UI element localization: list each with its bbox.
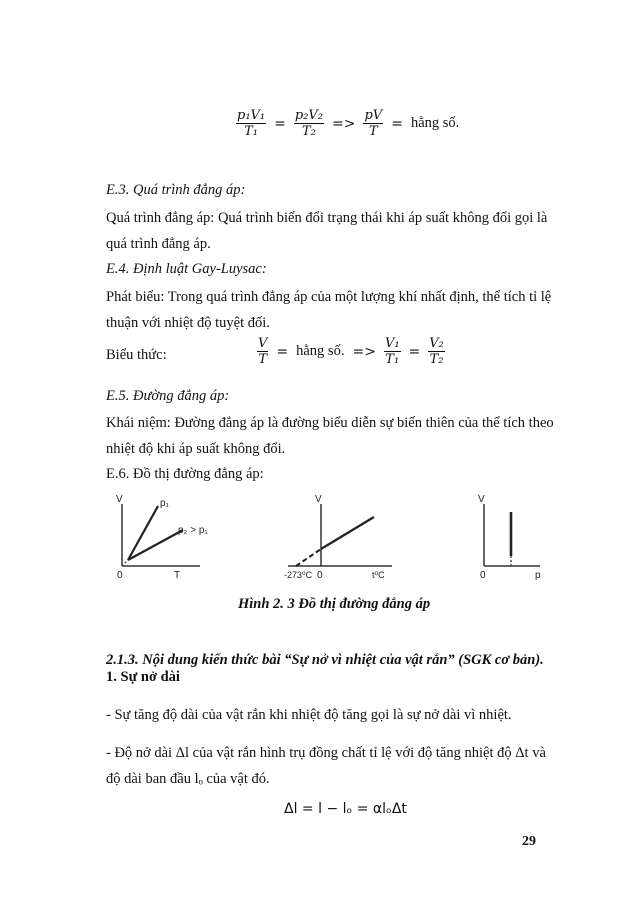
section-heading: 2.1.3. Nội dung kiến thức bài “Sự nở vì nhiệt của vật rắn” (SGK cơ bản). — [106, 652, 544, 668]
origin-label-3: 0 — [480, 570, 486, 580]
e4-line2: thuận với nhiệt độ tuyệt đối. — [106, 315, 270, 331]
figure-caption: Hình 2. 3 Đồ thị đường đẳng áp — [238, 596, 431, 612]
fraction-v2-t2: $\frac{\text{V₂}}{\text{T₂}}$ — [429, 336, 444, 367]
formula-gay-lussac — [257, 336, 445, 367]
constant-text: hằng số. — [410, 115, 460, 131]
p2-label: p₂ > p₁ — [178, 525, 208, 536]
origin-label: 0 — [117, 570, 123, 580]
y-axis-label-3: V — [478, 494, 485, 505]
para-1: - Sự tăng độ dài của vật rắn khi nhiệt độ tăng gọi là sự nở dài vì nhiệt. — [106, 707, 512, 723]
x-axis-label-2: t⁰C — [372, 570, 385, 580]
implies-arrow-2: => — [352, 343, 376, 360]
equals-sign: = — [274, 115, 286, 132]
e4-heading: E.4. Định luật Gay-Luysac: — [106, 261, 267, 277]
fraction-v-t: $\frac{V}{T}$ — [258, 336, 268, 367]
graph-isobar-vt — [108, 490, 208, 580]
equals-sign-2: = — [391, 115, 403, 132]
e3-heading: E.3. Quá trình đẳng áp: — [106, 182, 246, 198]
extrapolated-line — [296, 549, 321, 566]
graph-isobar-vt-celsius — [284, 490, 414, 580]
e4-expression-label: Biểu thức: — [106, 347, 167, 363]
e4-line1: Phát biểu: Trong quá trình đẳng áp của một lượng khí nhất định, thể tích tỉ lệ — [106, 289, 552, 305]
fraction-p1v1-t1: $\frac{\text{p₁V₁}}{\text{T₁}}$ — [237, 108, 266, 139]
expansion-formula: Δl = l − lₒ = αlₒΔt — [284, 801, 407, 817]
page-number: 29 — [522, 834, 536, 849]
e3-line1: Quá trình đẳng áp: Quá trình biến đổi trạng thái khi áp suất không đổi gọi là — [106, 210, 548, 226]
p1-label: p₁ — [160, 498, 169, 509]
y-axis-label-2: V — [315, 494, 322, 505]
implies-arrow: => — [332, 115, 356, 132]
x-axis-label-3: p — [535, 570, 541, 580]
e3-line2: quá trình đẳng áp. — [106, 236, 211, 252]
y-axis-label: V — [116, 494, 123, 505]
e5-heading: E.5. Đường đẳng áp: — [106, 388, 230, 404]
x-axis-label: T — [174, 570, 181, 580]
equals-sign-4: = — [408, 343, 421, 360]
e5-line1: Khái niệm: Đường đẳng áp là đường biểu diễn sự biến thiên của thể tích theo — [106, 415, 554, 431]
fraction-p2v2-t2: $\frac{\text{p₂V₂}}{\text{T₂}}$ — [294, 108, 324, 139]
isobar-line — [321, 517, 374, 549]
constant-text-2: hằng số. — [296, 343, 345, 359]
e6-heading: E.6. Đồ thị đường đẳng áp: — [106, 466, 264, 482]
equals-sign-3: = — [276, 343, 289, 360]
graph-isobar-vp — [468, 490, 548, 580]
fraction-v1-t1: $\frac{\text{V₁}}{\text{T₁}}$ — [384, 336, 400, 367]
subsection-heading: 1. Sự nở dài — [106, 669, 180, 685]
formula-top — [236, 108, 459, 139]
para-2-line2: độ dài ban đầu lₒ của vật đó. — [106, 771, 270, 787]
e5-line2: nhiệt độ khi áp suất không đổi. — [106, 441, 286, 457]
intercept-label: -273⁰C — [284, 570, 313, 580]
para-2-line1: - Độ nở dài Δl của vật rắn hình trụ đồng chất tỉ lệ với độ tăng nhiệt độ Δt và — [106, 745, 546, 761]
origin-label-2: 0 — [317, 570, 323, 580]
fraction-pv-t: $\frac{pV}{T}$ — [364, 108, 383, 139]
